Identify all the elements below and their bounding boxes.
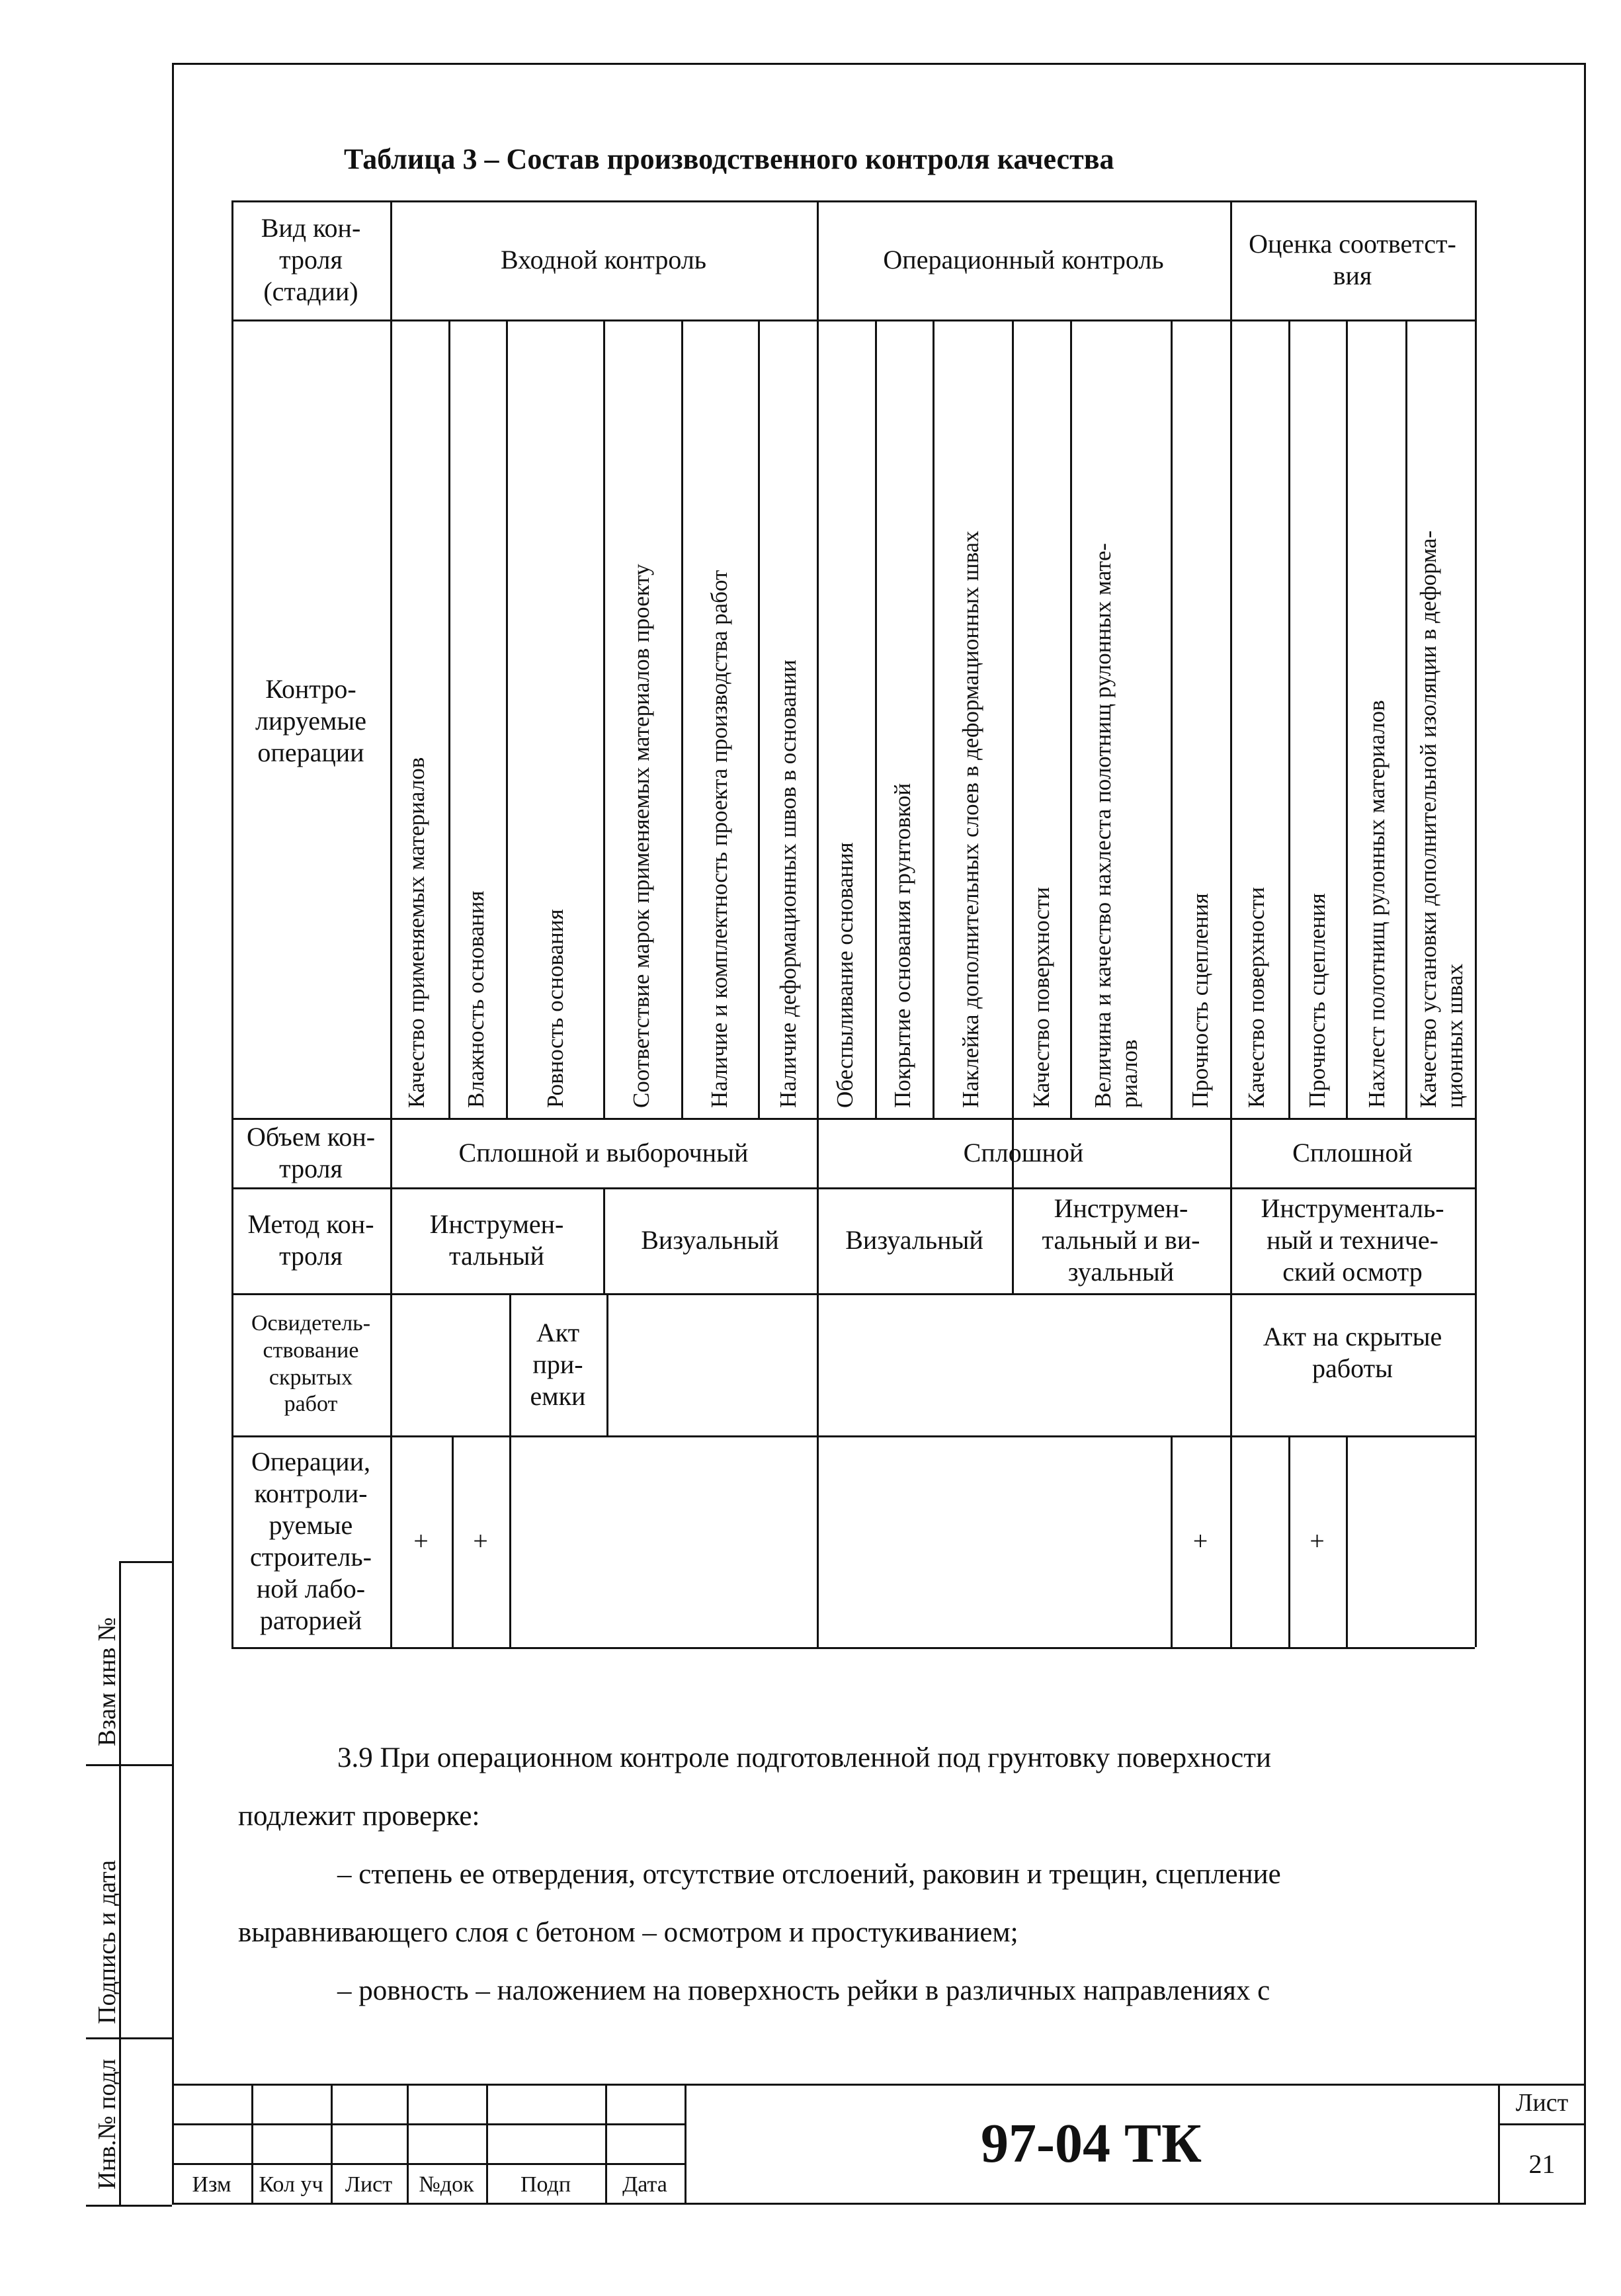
body-line: подлежит проверке: (238, 1801, 480, 1832)
volume-incoming: Сплошной и выборочный (458, 1137, 749, 1168)
table-border (506, 319, 508, 1118)
hidden-works-label: Освидетель- ствование скрытых работ (251, 1310, 371, 1417)
side-strip-line (86, 1764, 172, 1766)
stamp-line (172, 2123, 685, 2125)
table-title: Таблица 3 – Состав производственного контроля качества (344, 143, 1114, 175)
method-instr-tech: Инструменталь- ный и техниче- ский осмотр (1261, 1193, 1444, 1287)
method-instrumental: Инструмен- тальный (429, 1209, 564, 1271)
document-code: 97-04 ТК (981, 2113, 1202, 2175)
method-visual-operational: Визуальный (845, 1225, 983, 1255)
side-strip-line (119, 1561, 172, 1563)
stamp-col-kol: Кол уч (259, 2172, 323, 2197)
operations-label: Контро- лируемые операции (255, 674, 366, 767)
table-border (1171, 319, 1173, 1118)
body-line: 3.9 При операционном контроле подготовленной под грунтовку поверхности (337, 1742, 1272, 1773)
header-kind-label: Вид кон- троля (стадии) (261, 213, 361, 306)
table-border (1230, 200, 1232, 1647)
stamp-col-ndok: №док (419, 2172, 474, 2197)
sheet-label: Лист (1515, 2089, 1569, 2117)
table-border (603, 319, 605, 1118)
volume-label: Объем кон- троля (246, 1121, 376, 1183)
table-border (1070, 319, 1072, 1118)
table-border (758, 319, 760, 1118)
stamp-col-list: Лист (345, 2172, 393, 2197)
body-line: выравнивающего слоя с бетоном – осмотром и простукиванием; (238, 1917, 1018, 1948)
body-line: – степень ее отвердения, отсутствие отслоений, раковин и трещин, сцепление (337, 1859, 1281, 1890)
stamp-col-podp: Подп (520, 2172, 571, 2197)
act-hidden-works: Акт на скрытые работы (1263, 1322, 1442, 1383)
body-line: – ровность – наложением на поверхность рейки в различных направлениях с (337, 1975, 1270, 2006)
table-border (681, 319, 683, 1118)
sheet-number: 21 (1528, 2148, 1556, 2179)
lab-label: Операции, контроли- руемые строитель- ной лабо- раторией (250, 1447, 372, 1635)
table-border (1288, 319, 1290, 1118)
volume-operational: Сплошной (963, 1137, 1084, 1168)
header-group-operational: Операционный контроль (883, 245, 1164, 275)
method-instr-visual: Инструмен- тальный и ви- зуальный (1042, 1193, 1200, 1287)
lab-mark: + (1309, 1526, 1325, 1556)
stamp-col-izm: Изм (192, 2172, 231, 2197)
table-border (875, 319, 877, 1118)
method-label: Метод кон- троля (247, 1209, 374, 1271)
header-group-incoming: Входной контроль (500, 245, 707, 275)
side-strip-line (86, 2205, 172, 2207)
table-border (933, 319, 935, 1118)
table-border (390, 200, 392, 1647)
lab-mark: + (473, 1526, 488, 1556)
table-border (231, 1647, 1475, 1649)
table-border (509, 1435, 511, 1647)
header-group-assessment: Оценка соответст- вия (1249, 229, 1456, 290)
table-border (1475, 200, 1477, 1647)
lab-mark: + (413, 1526, 429, 1556)
stamp-col-data: Дата (622, 2172, 667, 2197)
table-border (817, 200, 819, 1647)
table-border (606, 1293, 608, 1435)
volume-assessment: Сплошной (1292, 1137, 1413, 1168)
table-border (448, 319, 450, 1118)
table-border (1405, 319, 1407, 1118)
table-border (1346, 1435, 1348, 1647)
method-visual-incoming: Визуальный (641, 1225, 779, 1255)
side-strip-line (86, 2037, 172, 2039)
act-acceptance: Акт при- емки (530, 1317, 586, 1411)
table-border (1346, 319, 1348, 1118)
lab-mark: + (1192, 1526, 1208, 1556)
